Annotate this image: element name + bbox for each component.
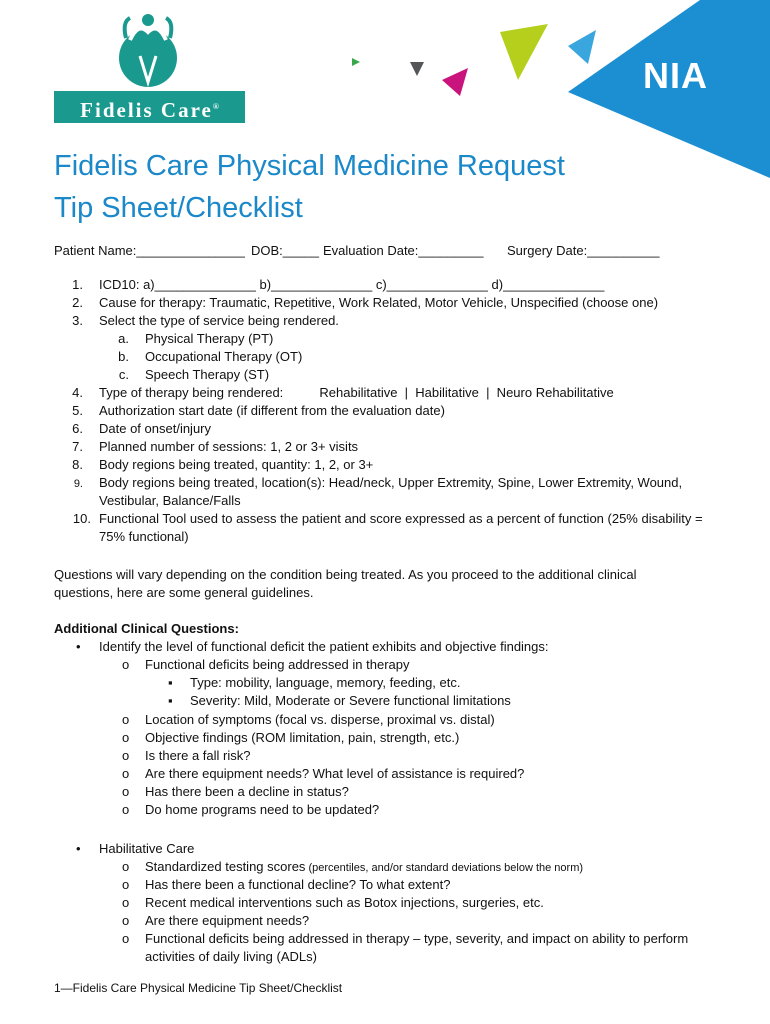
- sub-item-st: Speech Therapy (ST): [145, 367, 270, 382]
- intro-line-2: questions, here are some general guidelines.: [54, 585, 314, 600]
- page-footer: 1—Fidelis Care Physical Medicine Tip Sheet/Checklist: [54, 981, 343, 995]
- dob-field: DOB:_____: [251, 243, 319, 258]
- item-sessions: Planned number of sessions: 1, 2 or 3+ visits: [99, 439, 359, 454]
- item-icd10: ICD10: a)______________ b)______________ c)______________ d)______________: [99, 277, 605, 292]
- item-functional-tool-cont: 75% functional): [99, 529, 189, 544]
- sub-standardized-testing: [145, 858, 583, 877]
- item-service-type: Select the type of service being rendered.: [99, 313, 339, 328]
- circle-bullet: o: [122, 784, 130, 799]
- circle-bullet: o: [122, 895, 130, 910]
- item-auth-start: Authorization start date (if different from the evaluation date): [99, 403, 445, 418]
- item-number: 3.: [72, 313, 83, 328]
- item-number: 7.: [72, 439, 83, 454]
- circle-bullet: o: [122, 730, 130, 745]
- title-line-1: Fidelis Care Physical Medicine Request: [54, 150, 565, 182]
- sub-equipment-needs: Are there equipment needs? What level of assistance is required?: [145, 766, 525, 781]
- standardized-testing-label: Standardized testing scores: [145, 859, 306, 874]
- circle-bullet: o: [122, 913, 130, 928]
- sub-item-ot: Occupational Therapy (OT): [145, 349, 303, 364]
- evaluation-date-field: Evaluation Date:_________: [323, 243, 484, 258]
- circle-bullet: o: [122, 712, 130, 727]
- item-regions-location-cont: Vestibular, Balance/Falls: [99, 493, 241, 508]
- bullet-functional-deficit: Identify the level of functional deficit the patient exhibits and objective findings:: [99, 639, 549, 654]
- circle-bullet: o: [122, 802, 130, 817]
- item-therapy-type: Type of therapy being rendered: Rehabilitative | Habilitative | Neuro Rehabilitative: [99, 385, 614, 400]
- circle-bullet: o: [122, 877, 130, 892]
- sub-functional-deficits: Functional deficits being addressed in therapy: [145, 657, 410, 672]
- item-number: 9.: [73, 478, 83, 490]
- sub-functional-deficits-2-cont: activities of daily living (ADLs): [145, 949, 317, 964]
- item-onset: Date of onset/injury: [99, 421, 212, 436]
- sub-objective-findings: Objective findings (ROM limitation, pain, strength, etc.): [145, 730, 460, 745]
- sub-sub-type: Type: mobility, language, memory, feeding, etc.: [190, 675, 461, 690]
- sub-item-letter: a.: [118, 331, 129, 346]
- circle-bullet: o: [122, 766, 130, 781]
- item-number: 2.: [72, 295, 83, 310]
- title-line-2: Tip Sheet/Checklist: [54, 192, 303, 224]
- item-regions-quantity: Body regions being treated, quantity: 1, 2, or 3+: [99, 457, 374, 472]
- sub-item-pt: Physical Therapy (PT): [145, 331, 274, 346]
- bullet-habilitative-care: Habilitative Care: [99, 841, 195, 856]
- sub-home-programs: Do home programs need to be updated?: [145, 802, 380, 817]
- sub-item-letter: b.: [118, 349, 129, 364]
- sub-medical-interventions: Recent medical interventions such as Botox injections, surgeries, etc.: [145, 895, 544, 910]
- item-number: 8.: [72, 457, 83, 472]
- item-number: 5.: [72, 403, 83, 418]
- square-bullet: ▪: [168, 693, 173, 708]
- bullet-dot: •: [76, 639, 81, 654]
- sub-functional-decline: Has there been a functional decline? To what extent?: [145, 877, 451, 892]
- item-number: 1.: [72, 277, 83, 292]
- item-number: 10.: [72, 511, 91, 526]
- intro-line-1: Questions will vary depending on the condition being treated. As you proceed to the additional clinical: [54, 567, 637, 582]
- item-number: 4.: [72, 385, 83, 400]
- sub-functional-deficits-2: Functional deficits being addressed in therapy – type, severity, and impact on ability to perform: [145, 931, 689, 946]
- fidelis-logo-wordmark: Fidelis Care®: [54, 91, 245, 123]
- sub-location-symptoms: Location of symptoms (focal vs. disperse, proximal vs. distal): [145, 712, 495, 727]
- item-number: 6.: [72, 421, 83, 436]
- item-cause: Cause for therapy: Traumatic, Repetitive, Work Related, Motor Vehicle, Unspecified (choose one): [99, 295, 659, 310]
- bullet-dot: •: [76, 841, 81, 856]
- standardized-testing-note: (percentiles, and/or standard deviations below the norm): [305, 862, 584, 874]
- additional-questions-heading: Additional Clinical Questions:: [54, 621, 239, 636]
- circle-bullet: o: [122, 657, 130, 672]
- square-bullet: ▪: [168, 675, 173, 690]
- surgery-date-field: Surgery Date:__________: [507, 243, 660, 258]
- item-functional-tool: Functional Tool used to assess the patient and score expressed as a percent of function (25% disability =: [99, 511, 703, 526]
- patient-name-field: Patient Name:_______________: [54, 243, 245, 258]
- item-regions-location: Body regions being treated, location(s): Head/neck, Upper Extremity, Spine, Lower Extremity, Wound,: [99, 475, 683, 490]
- nia-logo-text: NIA: [643, 55, 708, 96]
- sub-sub-severity: Severity: Mild, Moderate or Severe functional limitations: [190, 693, 511, 708]
- sub-item-letter: c.: [118, 367, 129, 382]
- circle-bullet: o: [122, 859, 130, 874]
- sub-decline-status: Has there been a decline in status?: [145, 784, 349, 799]
- sub-equipment-needs-2: Are there equipment needs?: [145, 913, 310, 928]
- circle-bullet: o: [122, 931, 130, 946]
- circle-bullet: o: [122, 748, 130, 763]
- sub-fall-risk: Is there a fall risk?: [145, 748, 251, 763]
